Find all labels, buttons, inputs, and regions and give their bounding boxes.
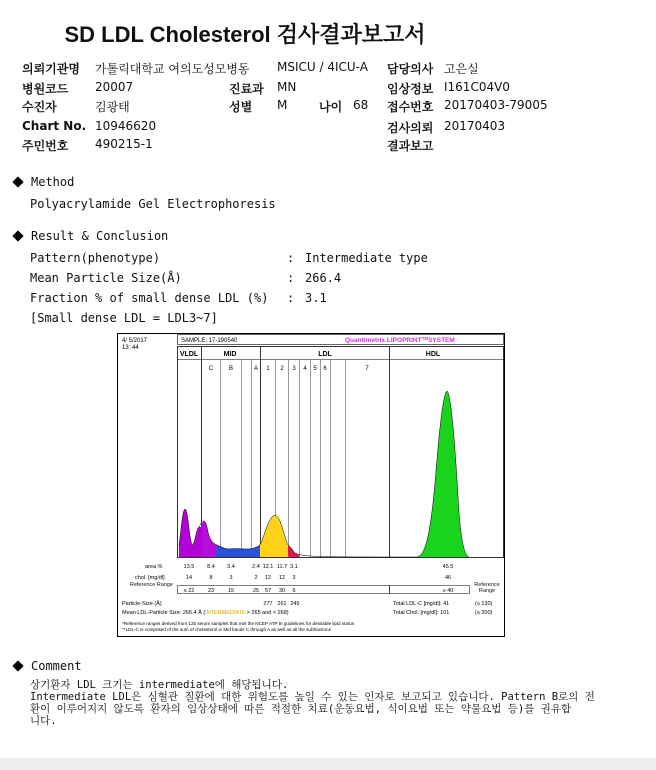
band-label-4: 4 <box>303 366 307 372</box>
particle-size-1: 277 <box>263 601 273 607</box>
doctor-label: 담당의사 <box>387 62 434 76</box>
result-heading <box>12 229 168 243</box>
chol-hdl: 46 <box>444 575 452 581</box>
band-label-3: 3 <box>292 366 296 372</box>
band-label-5: 5 <box>313 366 317 372</box>
chart-brand: Quantimetrix LIPOPRINT™SYSTEM <box>345 336 455 344</box>
comment-heading-text: Comment <box>31 659 82 673</box>
result-sep: : <box>287 291 295 305</box>
group-label-hdl: HDL <box>425 351 441 358</box>
band-label-2: 2 <box>280 366 284 372</box>
ref-b: 15 <box>227 588 235 594</box>
result-label-fraction: Fraction % of small dense LDL (%) <box>30 291 269 305</box>
chol-c: 8 <box>209 575 213 581</box>
report-title: SD LDL Cholesterol 검사결과보고서 <box>64 22 426 47</box>
clin-value: I161C04V0 <box>444 80 510 94</box>
comment-line: 상기환자 LDL 크기는 intermediate에 해당됩니다. <box>30 679 289 691</box>
row-label-area: area % <box>145 564 163 570</box>
chart-footnote-1: *Reference ranges derived from 125 serum samples that met the NCEP ATP III guidelines for desirable lipid status <box>122 621 355 626</box>
result-sep: : <box>287 271 295 285</box>
chol-3: 3 <box>292 575 296 581</box>
lipoprint-chart <box>117 333 505 637</box>
code-label: 병원코드 <box>22 82 69 96</box>
band-label-a: A <box>253 366 259 372</box>
band-label-c: C <box>208 366 214 372</box>
chart-sample: SAMPLE: 17-190540 <box>181 338 238 344</box>
ref-hdl: ≥ 40 <box>442 588 454 594</box>
dept-value: MN <box>277 80 297 94</box>
area-pct-hdl: 45.5 <box>442 564 454 570</box>
dept-label: 진료과 <box>229 82 264 96</box>
name-value: 김광태 <box>95 100 130 114</box>
particle-size-2: 261 <box>277 601 287 607</box>
result-label-pattern: Pattern(phenotype) <box>30 251 161 265</box>
comment-body <box>30 679 650 727</box>
result-sep: : <box>287 251 295 265</box>
chol-a: 2 <box>254 575 258 581</box>
comment-line: 환이 이루어지지 않도록 환자의 임상상태에 따른 적절한 치료(운동요법, 식이요법 또는 약물요법 등)를 권유합 <box>30 703 572 715</box>
result-note: [Small dense LDL = LDL3~7] <box>30 311 218 325</box>
mean-ldl-size: Mean LDL-Particle Size: 266.4 Å (INTERMEDIATE> 265 and < 268) <box>122 610 289 616</box>
row-label-chol: chol. [mg/dl] <box>135 575 165 581</box>
inst-value: 가톨릭대학교 여의도성모병동 <box>95 62 250 76</box>
result-label-size: Mean Particle Size(Å) <box>30 271 182 285</box>
group-label-vldl: VLDL <box>179 351 199 358</box>
chart-footnote-2: **LDL-C is comprised of the sum of cholesterol in Mid bands C through A as well as all the subfractions <box>122 627 331 632</box>
name-label: 수진자 <box>22 100 57 114</box>
ref-1: 57 <box>264 588 272 594</box>
report-label: 결과보고 <box>387 139 434 153</box>
diamond-bullet-icon <box>12 176 23 187</box>
chol-vldl: 14 <box>185 575 193 581</box>
page-bottom-band <box>0 758 656 770</box>
total-chol: Total Chol. [mg/dl]: 101 <box>393 610 450 616</box>
ref-left: ≤ 22 <box>183 588 195 594</box>
chart-date: 4/ 5/2017 <box>122 338 148 344</box>
ref-2: 30 <box>278 588 286 594</box>
area-pct-2: 11.7 <box>276 564 288 570</box>
band-label-1: 1 <box>266 366 270 372</box>
particle-size-label: Particle-Size (Å) <box>122 601 162 607</box>
chol-b: 3 <box>229 575 233 581</box>
recv-value: 20170403-79005 <box>444 98 548 112</box>
diamond-bullet-icon <box>12 230 23 241</box>
chart-no-label: Chart No. <box>22 119 87 133</box>
id-value: 490215-1 <box>95 137 153 151</box>
result-value-fraction: 3.1 <box>305 291 327 305</box>
ref-3: 6 <box>292 588 296 594</box>
age-label: 나이 <box>319 100 343 114</box>
result-value-size: 266.4 <box>305 271 342 285</box>
total-ldl-ref: (≤ 130) <box>475 601 493 607</box>
recv-label: 접수번호 <box>387 100 434 114</box>
method-text: Polyacrylamide Gel Electrophoresis <box>30 197 276 211</box>
id-label: 주민번호 <box>22 139 69 153</box>
row-label-ref: Reference Range <box>129 582 173 588</box>
chol-1: 12 <box>264 575 272 581</box>
band-label-7: 7 <box>365 366 369 372</box>
sex-value: M <box>277 98 288 112</box>
inst-label: 의뢰기관명 <box>22 62 80 76</box>
comment-heading <box>12 659 82 673</box>
area-pct-b: 3.4 <box>227 564 235 570</box>
chol-2: 12 <box>278 575 286 581</box>
clin-label: 임상정보 <box>387 82 434 96</box>
band-label-6: 6 <box>323 366 327 372</box>
total-chol-ref: (≤ 200) <box>475 610 493 616</box>
sex-label: 성별 <box>229 100 253 114</box>
age-value: 68 <box>353 98 369 112</box>
result-value-pattern: Intermediate type <box>305 251 428 265</box>
area-pct-c: 8.4 <box>207 564 215 570</box>
group-label-ldl: LDL <box>318 351 332 358</box>
area-pct-vldl: 13.5 <box>183 564 195 570</box>
band-label-b: B <box>228 366 234 372</box>
area-pct-a: 2.4 <box>252 564 260 570</box>
row-label-ref-right: Reference Range <box>474 582 500 594</box>
chart-time: 13: 44 <box>122 345 139 351</box>
result-heading-text: Result & Conclusion <box>31 229 169 243</box>
area-pct-1: 12.1 <box>262 564 274 570</box>
doctor-value: 고은실 <box>444 62 479 76</box>
code-value: 20007 <box>95 80 134 94</box>
comment-line: 니다. <box>30 715 57 727</box>
group-label-mid: MID <box>223 351 237 358</box>
diamond-bullet-icon <box>12 660 23 671</box>
ref-a: 25 <box>252 588 260 594</box>
req-label: 검사의뢰 <box>387 121 434 135</box>
method-heading <box>12 175 74 189</box>
req-value: 20170403 <box>444 119 506 133</box>
particle-size-3: 245 <box>290 601 300 607</box>
ref-c: 23 <box>207 588 215 594</box>
chart-no-value: 10946620 <box>95 119 157 133</box>
area-pct-3: 3.1 <box>290 564 298 570</box>
ward-value: MSICU / 4ICU-A <box>277 60 368 74</box>
total-ldl: Total LDL-C [mg/dl]: 41 <box>393 601 450 607</box>
method-heading-text: Method <box>31 175 75 189</box>
comment-line: Intermediate LDL은 심혈관 질환에 대한 위험도를 높일 수 있는 인자로 보고되고 있습니다. Pattern B로의 전 <box>30 691 595 703</box>
